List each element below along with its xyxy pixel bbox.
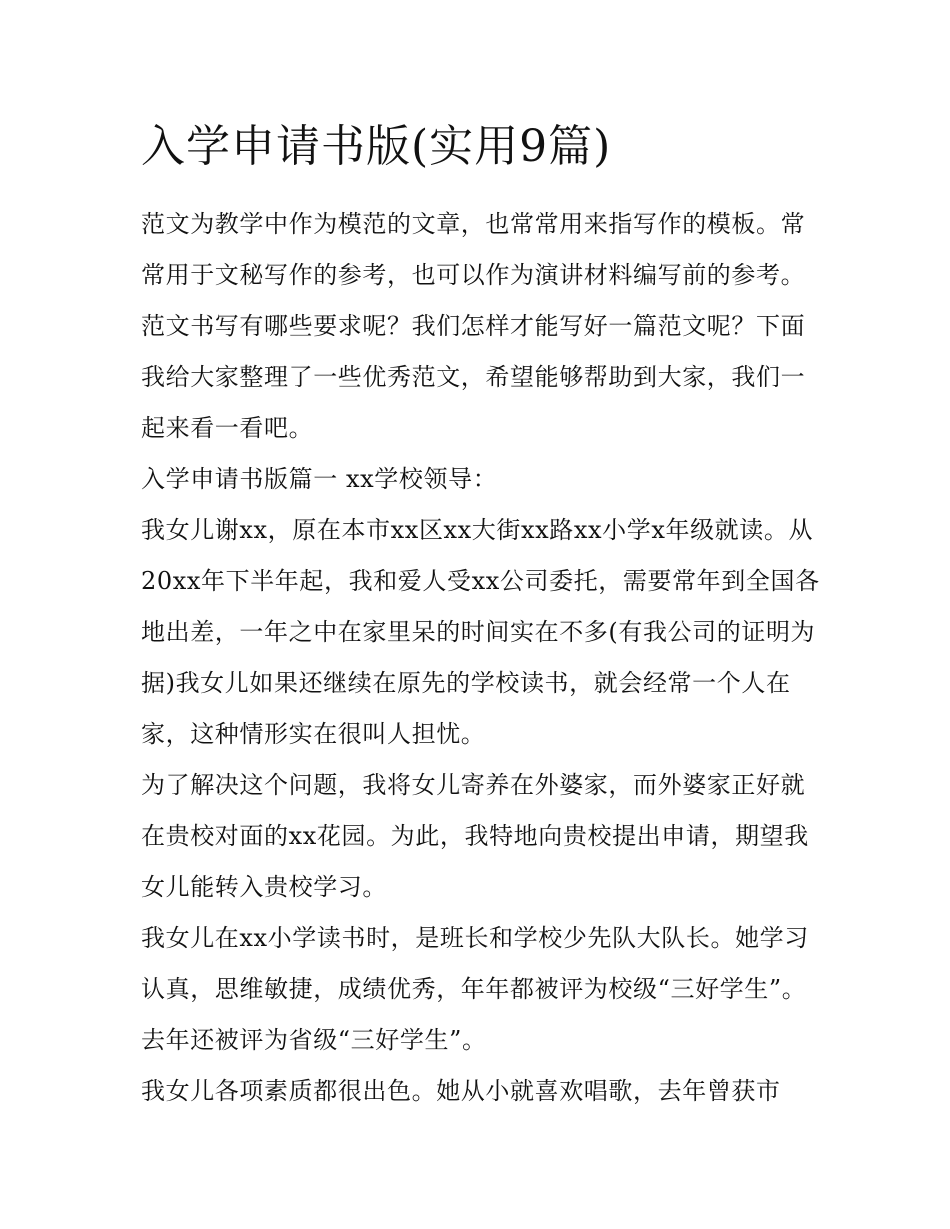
document-body [141, 199, 821, 1117]
paragraph-intro: 范文为教学中作为模范的文章，也常常用来指写作的模板。常常用于文秘写作的参考，也可以作为演讲材料编写前的参考。范文书写有哪些要求呢？我们怎样才能写好一篇范文呢？下面我给大家整理了一些优秀范文，希望能够帮助到大家，我们一起来看一看吧。 [141, 210, 806, 442]
paragraph-request: 为了解决这个问题，我将女儿寄养在外婆家，而外婆家正好就在贵校对面的xx花园。为此，我特地向贵校提出申请，期望我女儿能转入贵校学习。 [141, 771, 809, 901]
document-title: 入学申请书版(实用9篇) [141, 121, 612, 172]
paragraph-salutation: 入学申请书版篇一 xx学校领导： [141, 465, 498, 493]
paragraph-talents: 我女儿各项素质都很出色。她从小就喜欢唱歌，去年曾获市 [141, 1077, 781, 1105]
paragraph-achievements: 我女儿在xx小学读书时，是班长和学校少先队大队长。她学习认真，思维敏捷，成绩优秀，年年都被评为校级“三好学生”。去年还被评为省级“三好学生”。 [141, 924, 809, 1054]
document-page [141, 0, 821, 1229]
paragraph-background: 我女儿谢xx，原在本市xx区xx大街xx路xx小学x年级就读。从20xx年下半年起，我和爱人受xx公司委托，需要常年到全国各地出差，一年之中在家里呆的时间实在不多(有我公司的证明为据)我女儿如果还继续在原先的学校读书，就会经常一个人在家，这种情形实在很叫人担忧。 [141, 516, 820, 748]
